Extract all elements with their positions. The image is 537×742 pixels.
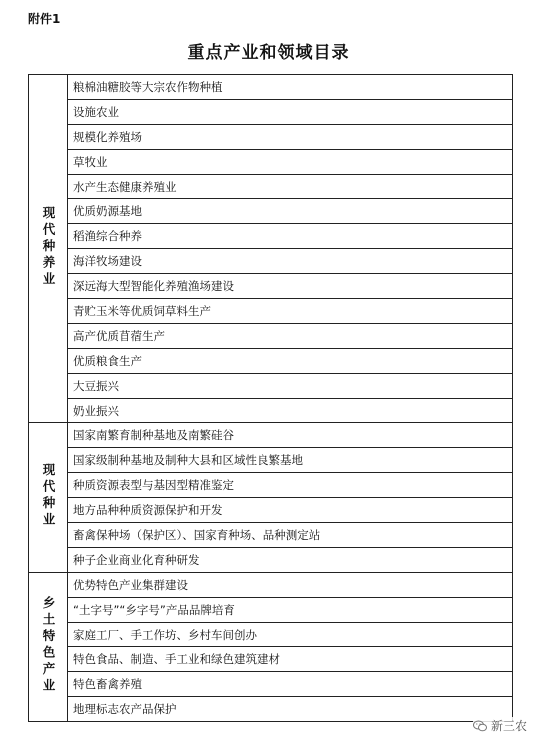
table-row bbox=[29, 124, 513, 149]
item-cell: “土字号”“乡字号”产品品牌培育 bbox=[68, 597, 513, 622]
item-cell: 规模化养殖场 bbox=[68, 124, 513, 149]
item-cell: 优势特色产业集群建设 bbox=[68, 572, 513, 597]
item-cell: 种子企业商业化育种研发 bbox=[68, 547, 513, 572]
table-row bbox=[29, 75, 513, 100]
item-cell: 地理标志农产品保护 bbox=[68, 697, 513, 722]
item-cell: 地方品种种质资源保护和开发 bbox=[68, 498, 513, 523]
item-cell: 粮棉油糖胶等大宗农作物种植 bbox=[68, 75, 513, 100]
table-row bbox=[29, 572, 513, 597]
item-cell: 特色畜禽养殖 bbox=[68, 672, 513, 697]
item-cell: 奶业振兴 bbox=[68, 398, 513, 423]
item-cell: 畜禽保种场（保护区）、国家育种场、品种测定站 bbox=[68, 523, 513, 548]
table-row bbox=[29, 249, 513, 274]
category-label: 现代种业 bbox=[41, 463, 56, 530]
item-cell: 草牧业 bbox=[68, 149, 513, 174]
table-row bbox=[29, 448, 513, 473]
item-cell: 青贮玉米等优质饲草料生产 bbox=[68, 299, 513, 324]
table-row bbox=[29, 398, 513, 423]
industry-catalog-table bbox=[28, 74, 513, 722]
table-row bbox=[29, 323, 513, 348]
item-cell: 稻渔综合种养 bbox=[68, 224, 513, 249]
category-label: 现代种养业 bbox=[41, 205, 56, 289]
item-cell: 设施农业 bbox=[68, 99, 513, 124]
table-row bbox=[29, 672, 513, 697]
item-cell: 大豆振兴 bbox=[68, 373, 513, 398]
table-row bbox=[29, 697, 513, 722]
page-title: 重点产业和领域目录 bbox=[187, 43, 350, 63]
category-label: 乡土特色产业 bbox=[41, 595, 56, 695]
table-row bbox=[29, 597, 513, 622]
table-row bbox=[29, 299, 513, 324]
watermark-text: 新三农 bbox=[490, 719, 527, 733]
item-cell: 水产生态健康养殖业 bbox=[68, 174, 513, 199]
attachment-label: 附件1 bbox=[28, 12, 61, 26]
table-row bbox=[29, 547, 513, 572]
item-cell: 国家级制种基地及制种大县和区域性良繁基地 bbox=[68, 448, 513, 473]
table-row bbox=[29, 348, 513, 373]
table-row bbox=[29, 647, 513, 672]
item-cell: 国家南繁育制种基地及南繁硅谷 bbox=[68, 423, 513, 448]
item-cell: 特色食品、制造、手工业和绿色建筑建材 bbox=[68, 647, 513, 672]
category-cell bbox=[29, 423, 68, 572]
table-row bbox=[29, 149, 513, 174]
wechat-icon bbox=[473, 720, 487, 732]
table-row bbox=[29, 473, 513, 498]
table-row bbox=[29, 199, 513, 224]
item-cell: 海洋牧场建设 bbox=[68, 249, 513, 274]
item-cell: 家庭工厂、手工作坊、乡村车间创办 bbox=[68, 622, 513, 647]
table-row bbox=[29, 373, 513, 398]
table-row bbox=[29, 622, 513, 647]
watermark bbox=[473, 717, 527, 734]
category-cell bbox=[29, 572, 68, 721]
table-row bbox=[29, 224, 513, 249]
item-cell: 深远海大型智能化养殖渔场建设 bbox=[68, 274, 513, 299]
item-cell: 种质资源表型与基因型精准鉴定 bbox=[68, 473, 513, 498]
table-row bbox=[29, 523, 513, 548]
table-row bbox=[29, 174, 513, 199]
category-cell bbox=[29, 75, 68, 423]
item-cell: 高产优质苜蓿生产 bbox=[68, 323, 513, 348]
table-row bbox=[29, 498, 513, 523]
item-cell: 优质奶源基地 bbox=[68, 199, 513, 224]
table-row bbox=[29, 274, 513, 299]
table-row bbox=[29, 99, 513, 124]
table-row bbox=[29, 423, 513, 448]
item-cell: 优质粮食生产 bbox=[68, 348, 513, 373]
